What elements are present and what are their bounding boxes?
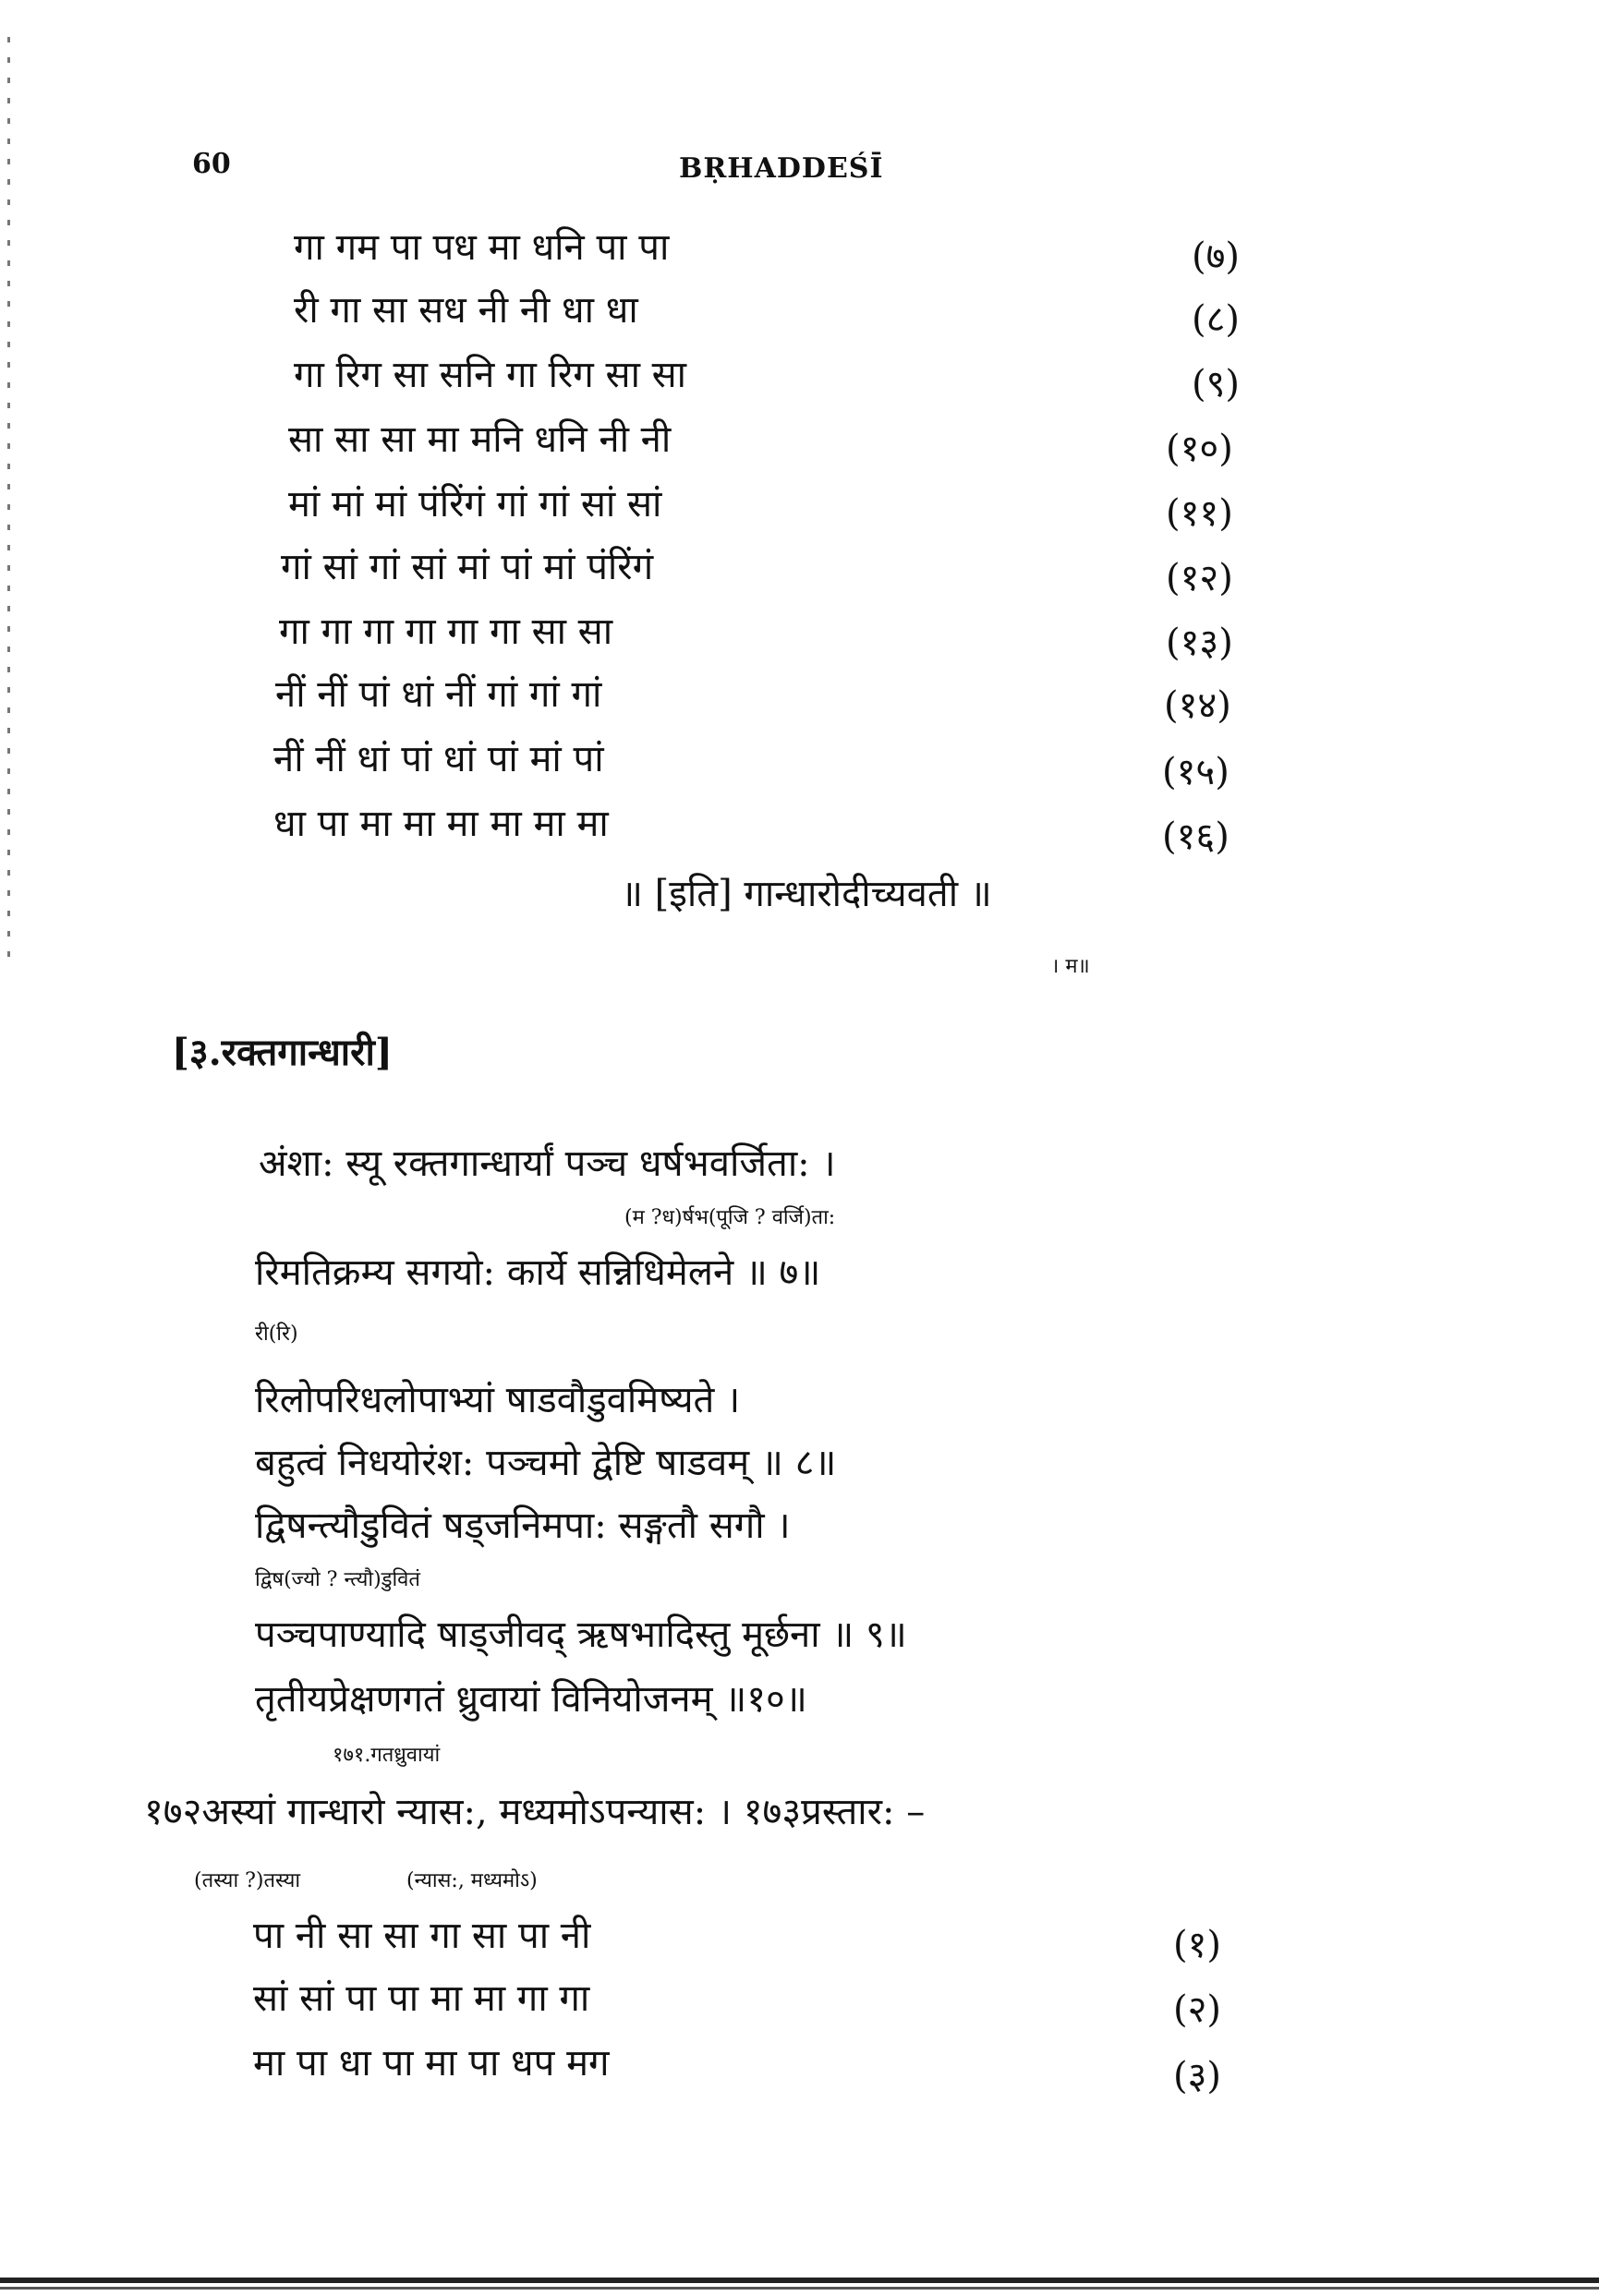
notation-line: सा सा सा मा मनि धनि नी नी xyxy=(288,418,672,461)
section-heading: [३.रक्तगान्धारी] xyxy=(172,1031,393,1074)
line-number: (९) xyxy=(1192,363,1241,405)
verse-line: तृतीयप्रेक्षणगतं ध्रुवायां विनियोजनम् ॥१०॥ xyxy=(255,1678,807,1721)
line-number: (२) xyxy=(1173,1988,1222,2031)
prose-line: १७२अस्यां गान्धारो न्यास:, मध्यमोऽपन्यास: । १७३प्रस्तार: – xyxy=(144,1791,926,1833)
notation-line: गा रिग सा सनि गा रिग सा सा xyxy=(294,354,687,396)
notation-line: री गा सा सध नी नी धा धा xyxy=(294,289,638,332)
verse-line: बहुत्वं निधयोरंश: पञ्चमो द्वेष्टि षाडवम् ॥ ८॥ xyxy=(255,1442,837,1484)
verse-line: पञ्चपाण्यादि षाड्जीवद् ऋषभादिस्तु मूर्छना ॥ ९॥ xyxy=(255,1613,907,1656)
verse-line: रिलोपरिधलोपाभ्यां षाडवौडुवमिष्यते । xyxy=(255,1379,741,1421)
prose-note: (तस्या ?)तस्या xyxy=(194,1869,301,1892)
running-title: BṚHADDEŚĪ xyxy=(679,152,884,185)
notation-line: गा गा गा गा गा गा सा सा xyxy=(279,610,613,653)
notation-line: नीं नीं धां पां धां पां मां पां xyxy=(273,738,604,780)
verse-note: (म ?ध)र्षभ(पूजि ? वर्जि)ता: xyxy=(624,1206,836,1229)
notation-line: गा गम पा पध मा धनि पा पा xyxy=(294,226,670,269)
verse-note: री(रि) xyxy=(255,1323,298,1346)
notation-line: मा पा धा पा मा पा धप मग xyxy=(253,2042,610,2085)
line-number: (१६) xyxy=(1162,816,1230,858)
prose-note: (न्यास:, मध्यमोऽ) xyxy=(406,1869,538,1892)
notation-line: सां सां पा पा मा मा गा गा xyxy=(253,1977,590,2020)
line-number: (८) xyxy=(1192,298,1241,341)
line-number: (१४) xyxy=(1164,684,1231,727)
page-number: 60 xyxy=(192,148,231,180)
line-number: (१) xyxy=(1173,1924,1222,1966)
notation-line: गां सां गां सां मां पां मां पंरिंगं xyxy=(281,546,654,588)
line-number: (३) xyxy=(1173,2055,1222,2097)
verse-line: अंशा: स्यू रक्तगान्धार्यां पञ्च धर्षभवर्जिता: । xyxy=(259,1142,836,1185)
colophon: ॥ [इति] गान्धारोदीच्यवती ॥ xyxy=(621,873,992,915)
line-number: (११) xyxy=(1166,492,1233,535)
verse-note: १७१.गतध्रुवायां xyxy=(333,1744,441,1767)
scan-edge-line xyxy=(0,2278,1599,2283)
colophon-note: । म॥ xyxy=(1051,955,1090,978)
line-number: (१०) xyxy=(1166,428,1233,470)
line-number: (१३) xyxy=(1166,622,1233,664)
verse-note: द्विष(ज्यो ? न्त्यौ)डुवितं xyxy=(255,1568,420,1591)
line-number: (७) xyxy=(1192,236,1241,278)
notation-line: पा नी सा सा गा सा पा नी xyxy=(253,1915,591,1957)
verse-line: रिमतिक्रम्य सगयो: कार्ये सन्निधिमेलने ॥ ७॥ xyxy=(255,1251,821,1294)
verse-line: द्विषन्त्यौडुवितं षड्जनिमपा: सङ्गतौ सगौ । xyxy=(255,1504,791,1547)
line-number: (१५) xyxy=(1162,751,1230,793)
notation-line: नीं नीं पां धां नीं गां गां गां xyxy=(275,673,602,716)
notation-line: धा पा मा मा मा मा मा मा xyxy=(273,803,609,845)
notation-line: मां मां मां पंरिंगं गां गां सां सां xyxy=(288,483,662,526)
scan-edge-line xyxy=(0,2287,1599,2290)
scan-margin-artifact xyxy=(7,37,10,961)
line-number: (१२) xyxy=(1166,557,1233,599)
